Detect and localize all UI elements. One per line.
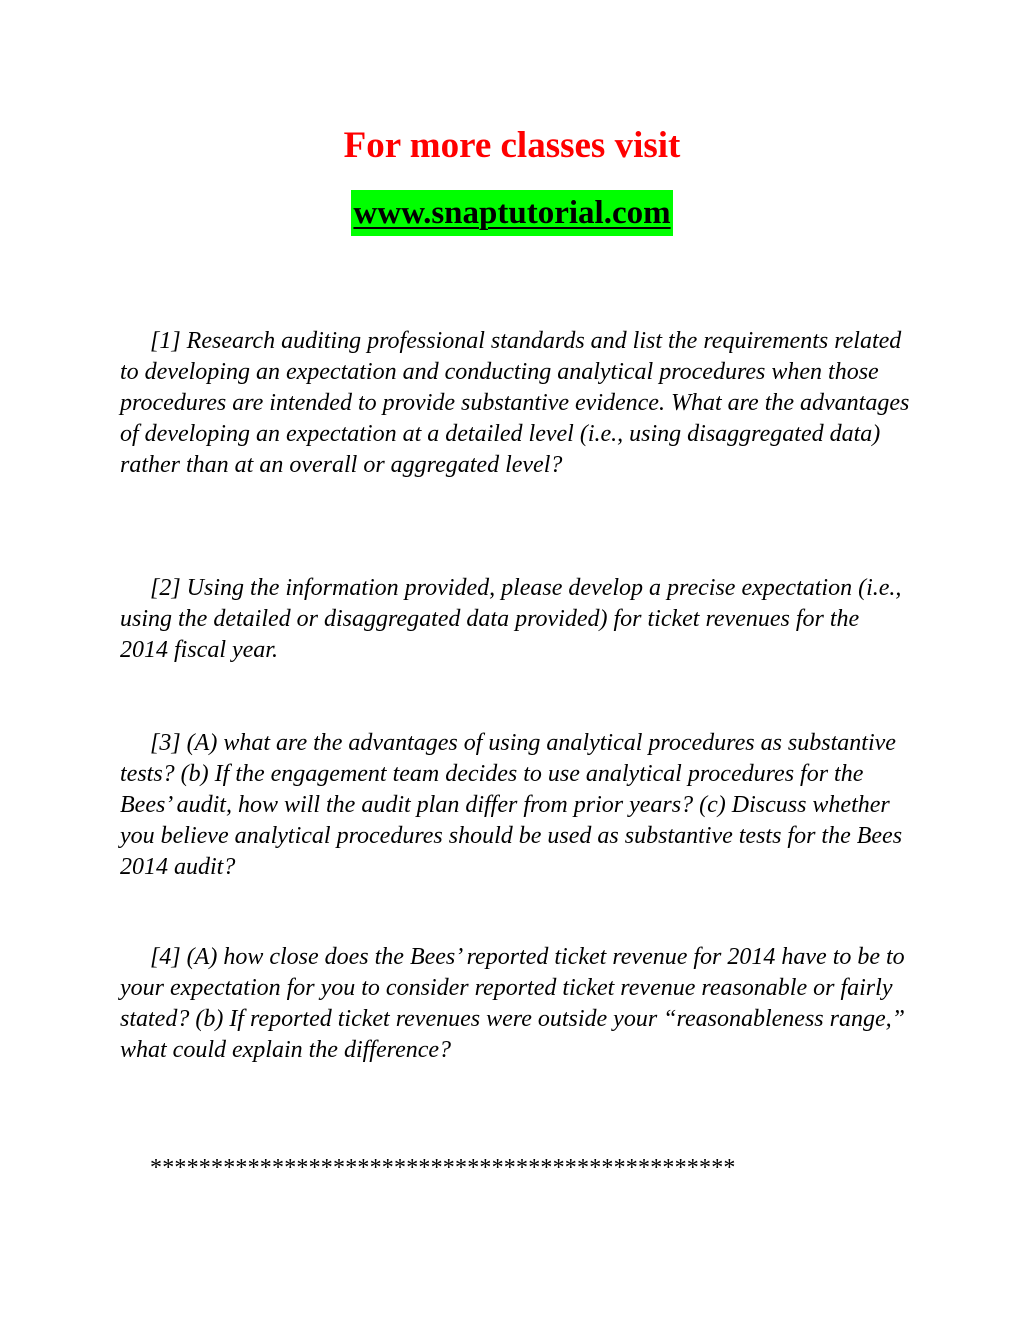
question-1: [1] Research auditing professional standards and list the requirements related to developing an expectation and conducting analytical procedures when those procedures are intended to provide substantive evidence. What are the advantages of developing an expectation at a detailed level (i.e., using disaggregated data) rather than at an overall or aggregated level? bbox=[120, 328, 910, 478]
asterisk-separator: ************************************************ bbox=[150, 1155, 736, 1181]
question-2: [2] Using the information provided, please develop a precise expectation (i.e., using the detailed or disaggregated data provided) for ticket revenues for the 2014 fiscal year. bbox=[120, 575, 902, 663]
question-4: [4] (A) how close does the Bees’ reported ticket revenue for 2014 have to be to your expectation for you to consider reported ticket revenue reasonable or fairly stated? (b) If reported ticket revenues were outside your “reasonableness range,” what could explain the difference? bbox=[120, 944, 905, 1063]
site-link-container bbox=[0, 190, 1024, 236]
site-link[interactable]: www.snaptutorial.com bbox=[351, 190, 672, 236]
promo-heading: For more classes visit bbox=[343, 125, 681, 166]
question-3: [3] (A) what are the advantages of using analytical procedures as substantive tests? (b) If the engagement team decides to use analytical procedures for the Bees’ audit, how will the audit plan differ from prior years? (c) Discuss whether you believe analytical procedures should be used as substantive tests for the Bees 2014 audit? bbox=[120, 730, 903, 880]
